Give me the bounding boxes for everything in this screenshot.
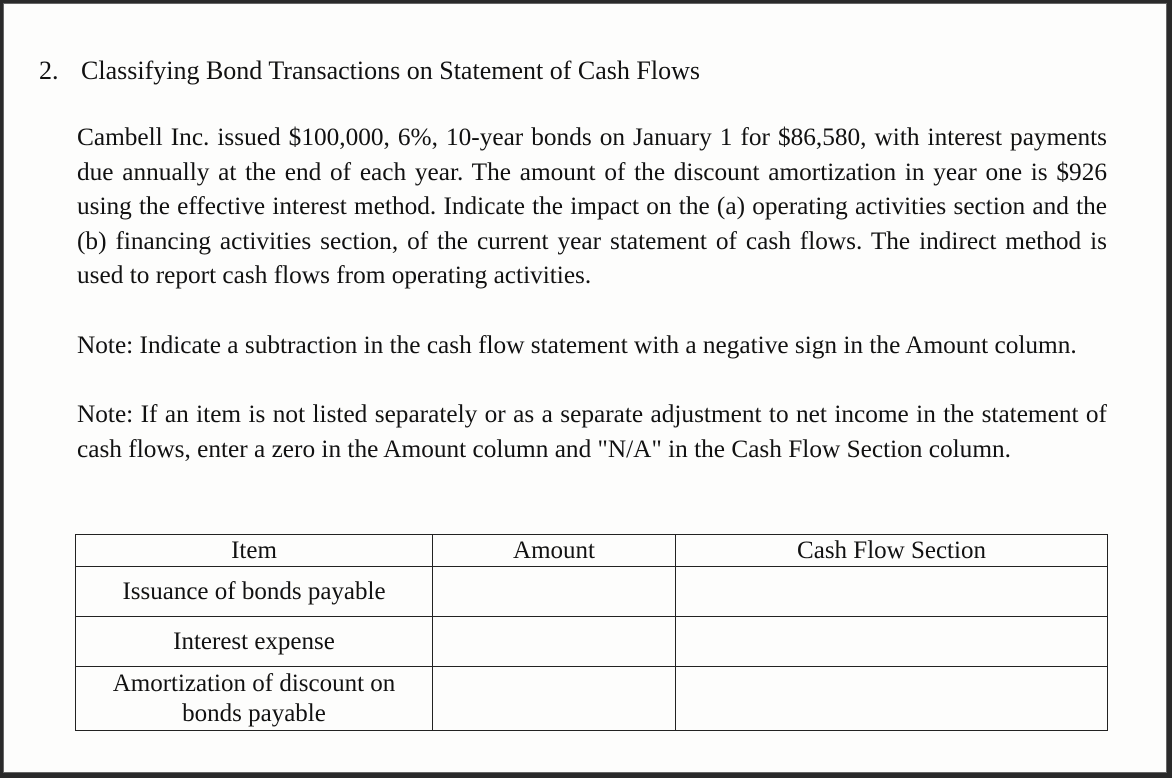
row-item-interest: Interest expense (76, 617, 433, 667)
amount-cell-issuance[interactable] (433, 567, 676, 617)
section-cell-amortization[interactable] (676, 667, 1108, 731)
amount-cell-interest[interactable] (433, 617, 676, 667)
header-item: Item (76, 535, 433, 567)
section-cell-issuance[interactable] (676, 567, 1108, 617)
table-header-row (76, 535, 1108, 567)
amount-cell-amortization[interactable] (433, 667, 676, 731)
table-row (76, 567, 1108, 617)
table-row (76, 617, 1108, 667)
header-amount: Amount (433, 535, 676, 567)
header-cash-flow-section: Cash Flow Section (676, 535, 1108, 567)
section-cell-interest[interactable] (676, 617, 1108, 667)
worksheet-page (3, 3, 1167, 773)
problem-description: Cambell Inc. issued $100,000, 6%, 10-year bonds on January 1 for $86,580, with interest payments due annually at the end of each year. The amount of the discount amortization in year one is $926 using the effective interest method. Indicate the impact on the (a) operating activities section and the (b) financing activities section, of the current year statement of cash flows. The indirect method is used to report cash flows from operating activities. (77, 123, 1107, 289)
table-row (76, 667, 1108, 731)
problem-number: 2. (39, 56, 59, 85)
note-negative-sign: Note: Indicate a subtraction in the cash flow statement with a negative sign in the Amount column. (77, 331, 1077, 359)
row-item-amortization: Amortization of discount on bonds payable (76, 667, 433, 731)
answer-table (75, 534, 1108, 731)
row-item-issuance: Issuance of bonds payable (76, 567, 433, 617)
problem-title: Classifying Bond Transactions on Statement of Cash Flows (81, 56, 700, 85)
note-zero-na: Note: If an item is not listed separately or as a separate adjustment to net income in the statement of cash flows, enter a zero in the Amount column and "N/A" in the Cash Flow Section column. (77, 400, 1107, 463)
problem-heading (39, 56, 700, 86)
